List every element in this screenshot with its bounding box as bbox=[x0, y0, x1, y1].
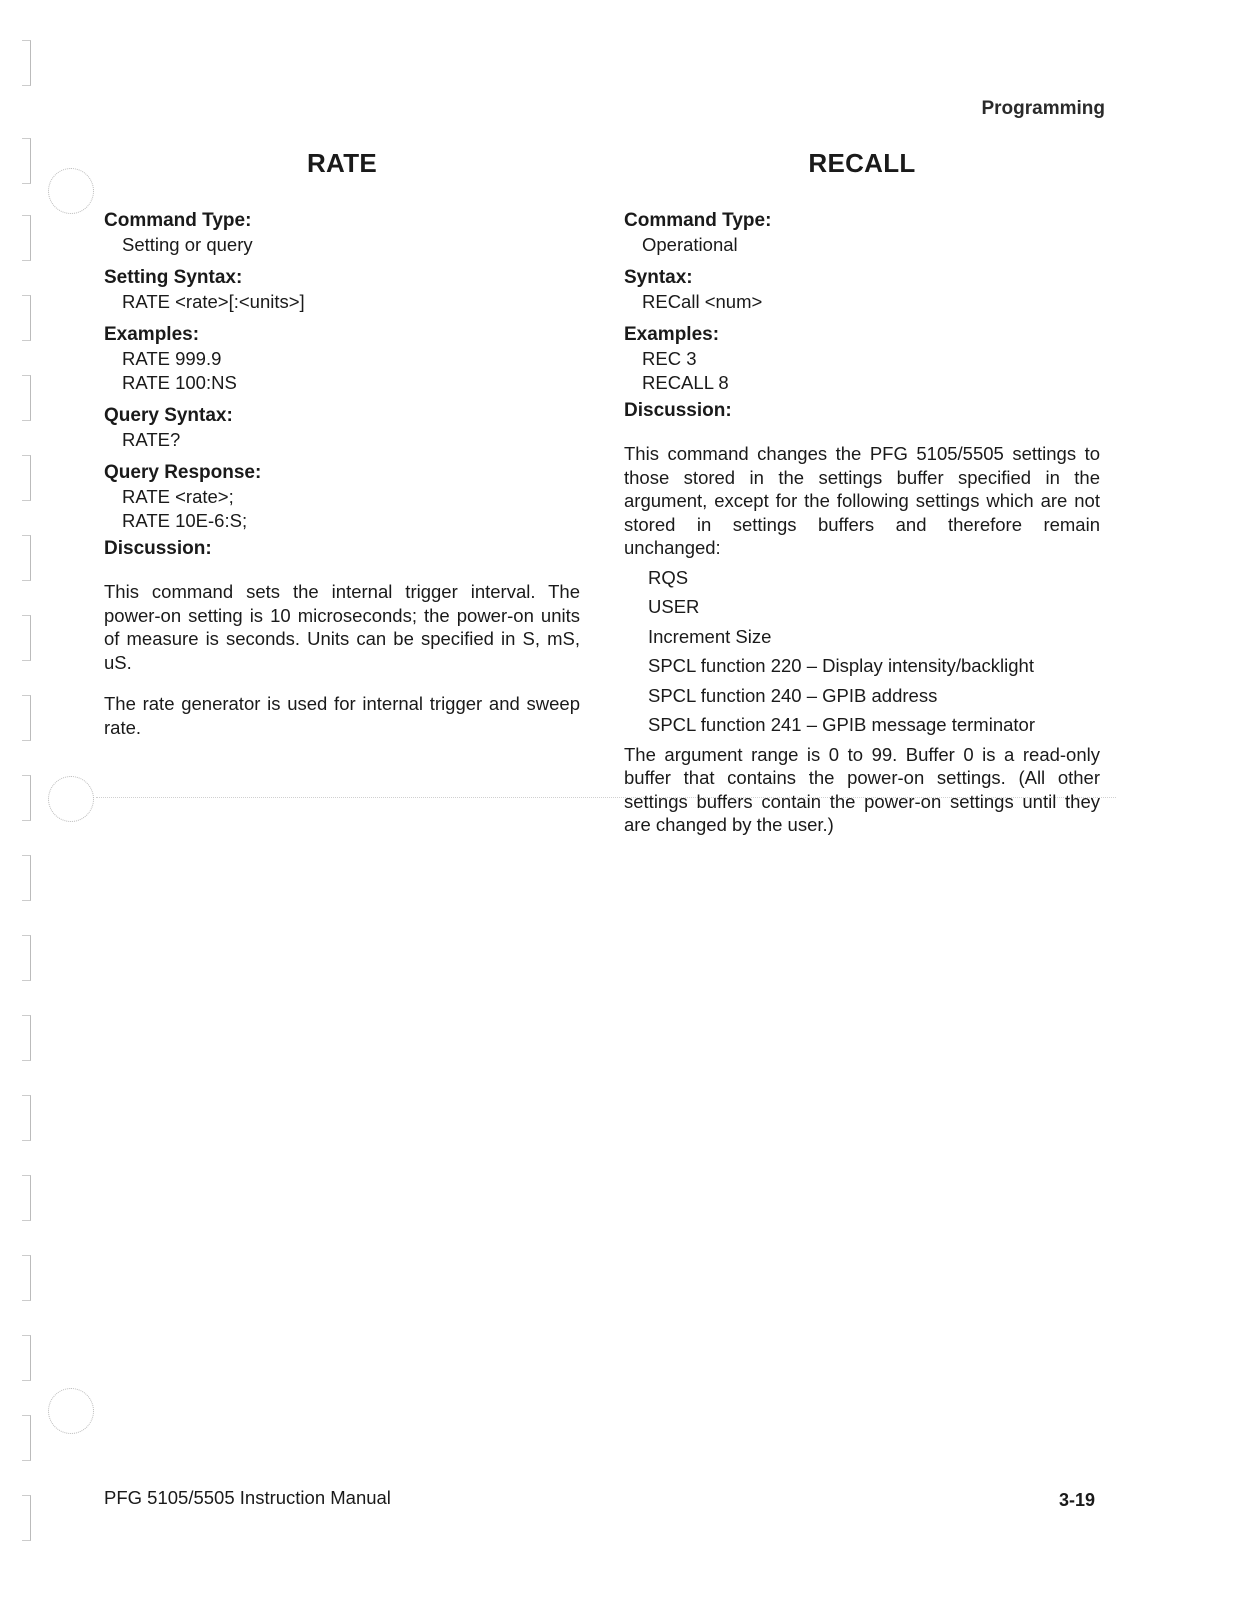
rate-query-syntax bbox=[104, 404, 580, 452]
command-type-value: Operational bbox=[642, 234, 738, 255]
binding-bracket bbox=[22, 1095, 31, 1141]
punch-hole bbox=[48, 168, 94, 214]
binding-bracket bbox=[22, 855, 31, 901]
binding-bracket bbox=[22, 1415, 31, 1461]
command-type-label: Command Type: bbox=[624, 210, 772, 231]
query-response-line: RATE 10E-6:S; bbox=[122, 510, 248, 531]
syntax-label: Syntax: bbox=[624, 267, 693, 288]
binding-bracket bbox=[22, 455, 31, 501]
examples-label: Examples: bbox=[104, 324, 200, 345]
example-line: RECALL 8 bbox=[642, 372, 729, 393]
binding-bracket bbox=[22, 375, 31, 421]
recall-command-type bbox=[624, 209, 1100, 257]
discussion-paragraph: The rate generator is used for internal trigger and sweep rate. bbox=[104, 693, 580, 738]
discussion-label: Discussion: bbox=[624, 400, 732, 421]
query-response-line: RATE <rate>; bbox=[122, 486, 234, 507]
binding-bracket bbox=[22, 40, 31, 86]
example-line: RATE 100:NS bbox=[122, 372, 237, 393]
page-header: Programming bbox=[981, 98, 1105, 119]
binding-bracket bbox=[22, 1335, 31, 1381]
footer-manual-title: PFG 5105/5505 Instruction Manual bbox=[104, 1487, 391, 1508]
query-syntax-label: Query Syntax: bbox=[104, 405, 233, 426]
recall-examples bbox=[624, 323, 1100, 395]
binding-bracket bbox=[22, 775, 31, 821]
command-type-value: Setting or query bbox=[122, 234, 253, 255]
discussion-paragraph: This command changes the PFG 5105/5505 settings to those stored in the settings buffer specified in the argument, except for the following settings which are not stored in settings buffers and therefore remain unchanged: bbox=[624, 443, 1100, 558]
recall-title: RECALL bbox=[808, 148, 916, 178]
query-response-label: Query Response: bbox=[104, 462, 262, 483]
binding-bracket bbox=[22, 1015, 31, 1061]
list-item: SPCL function 240 – GPIB address bbox=[648, 684, 938, 706]
rate-setting-syntax bbox=[104, 266, 580, 314]
rate-title: RATE bbox=[306, 148, 378, 178]
rate-command-type bbox=[104, 209, 580, 257]
binding-bracket bbox=[22, 215, 31, 261]
syntax-value: RECall <num> bbox=[642, 291, 763, 312]
list-item: USER bbox=[648, 596, 700, 617]
binding-bracket bbox=[22, 695, 31, 741]
page-binding-edge bbox=[22, 40, 42, 1560]
discussion-paragraph: The argument range is 0 to 99. Buffer 0 is a read-only buffer that contains the power-on settings. (All other settings buffers contain the power-on settings until they are changed by the user.) bbox=[624, 743, 1100, 835]
punch-hole bbox=[48, 1388, 94, 1434]
binding-bracket bbox=[22, 935, 31, 981]
setting-syntax-value: RATE <rate>[:<units>] bbox=[122, 291, 305, 312]
query-syntax-value: RATE? bbox=[122, 429, 181, 450]
binding-bracket bbox=[22, 1495, 31, 1541]
binding-bracket bbox=[22, 1175, 31, 1221]
list-item: RQS bbox=[648, 566, 689, 588]
unchanged-settings-list bbox=[624, 566, 1100, 738]
discussion-label: Discussion: bbox=[104, 538, 212, 559]
list-item: Increment Size bbox=[648, 625, 772, 647]
rate-column bbox=[104, 148, 580, 739]
recall-syntax bbox=[624, 266, 1100, 314]
binding-bracket bbox=[22, 1255, 31, 1301]
binding-bracket bbox=[22, 615, 31, 661]
example-line: REC 3 bbox=[642, 348, 697, 369]
recall-column bbox=[624, 148, 1100, 837]
binding-bracket bbox=[22, 295, 31, 341]
page-number: 3-19 bbox=[1058, 1490, 1095, 1510]
binding-bracket bbox=[22, 535, 31, 581]
command-type-label: Command Type: bbox=[104, 210, 252, 231]
rate-query-response bbox=[104, 461, 580, 533]
setting-syntax-label: Setting Syntax: bbox=[104, 267, 243, 288]
discussion-paragraph: This command sets the internal trigger interval. The power-on setting is 10 microseconds; the power-on units of measure is seconds. Units can be specified in S, mS, uS. bbox=[104, 581, 580, 673]
example-line: RATE 999.9 bbox=[122, 348, 222, 369]
rate-examples bbox=[104, 323, 580, 395]
examples-label: Examples: bbox=[624, 324, 720, 345]
punch-hole bbox=[48, 776, 94, 822]
binding-bracket bbox=[22, 138, 31, 184]
list-item: SPCL function 220 – Display intensity/backlight bbox=[648, 655, 1034, 676]
list-item: SPCL function 241 – GPIB message terminator bbox=[648, 714, 1035, 735]
